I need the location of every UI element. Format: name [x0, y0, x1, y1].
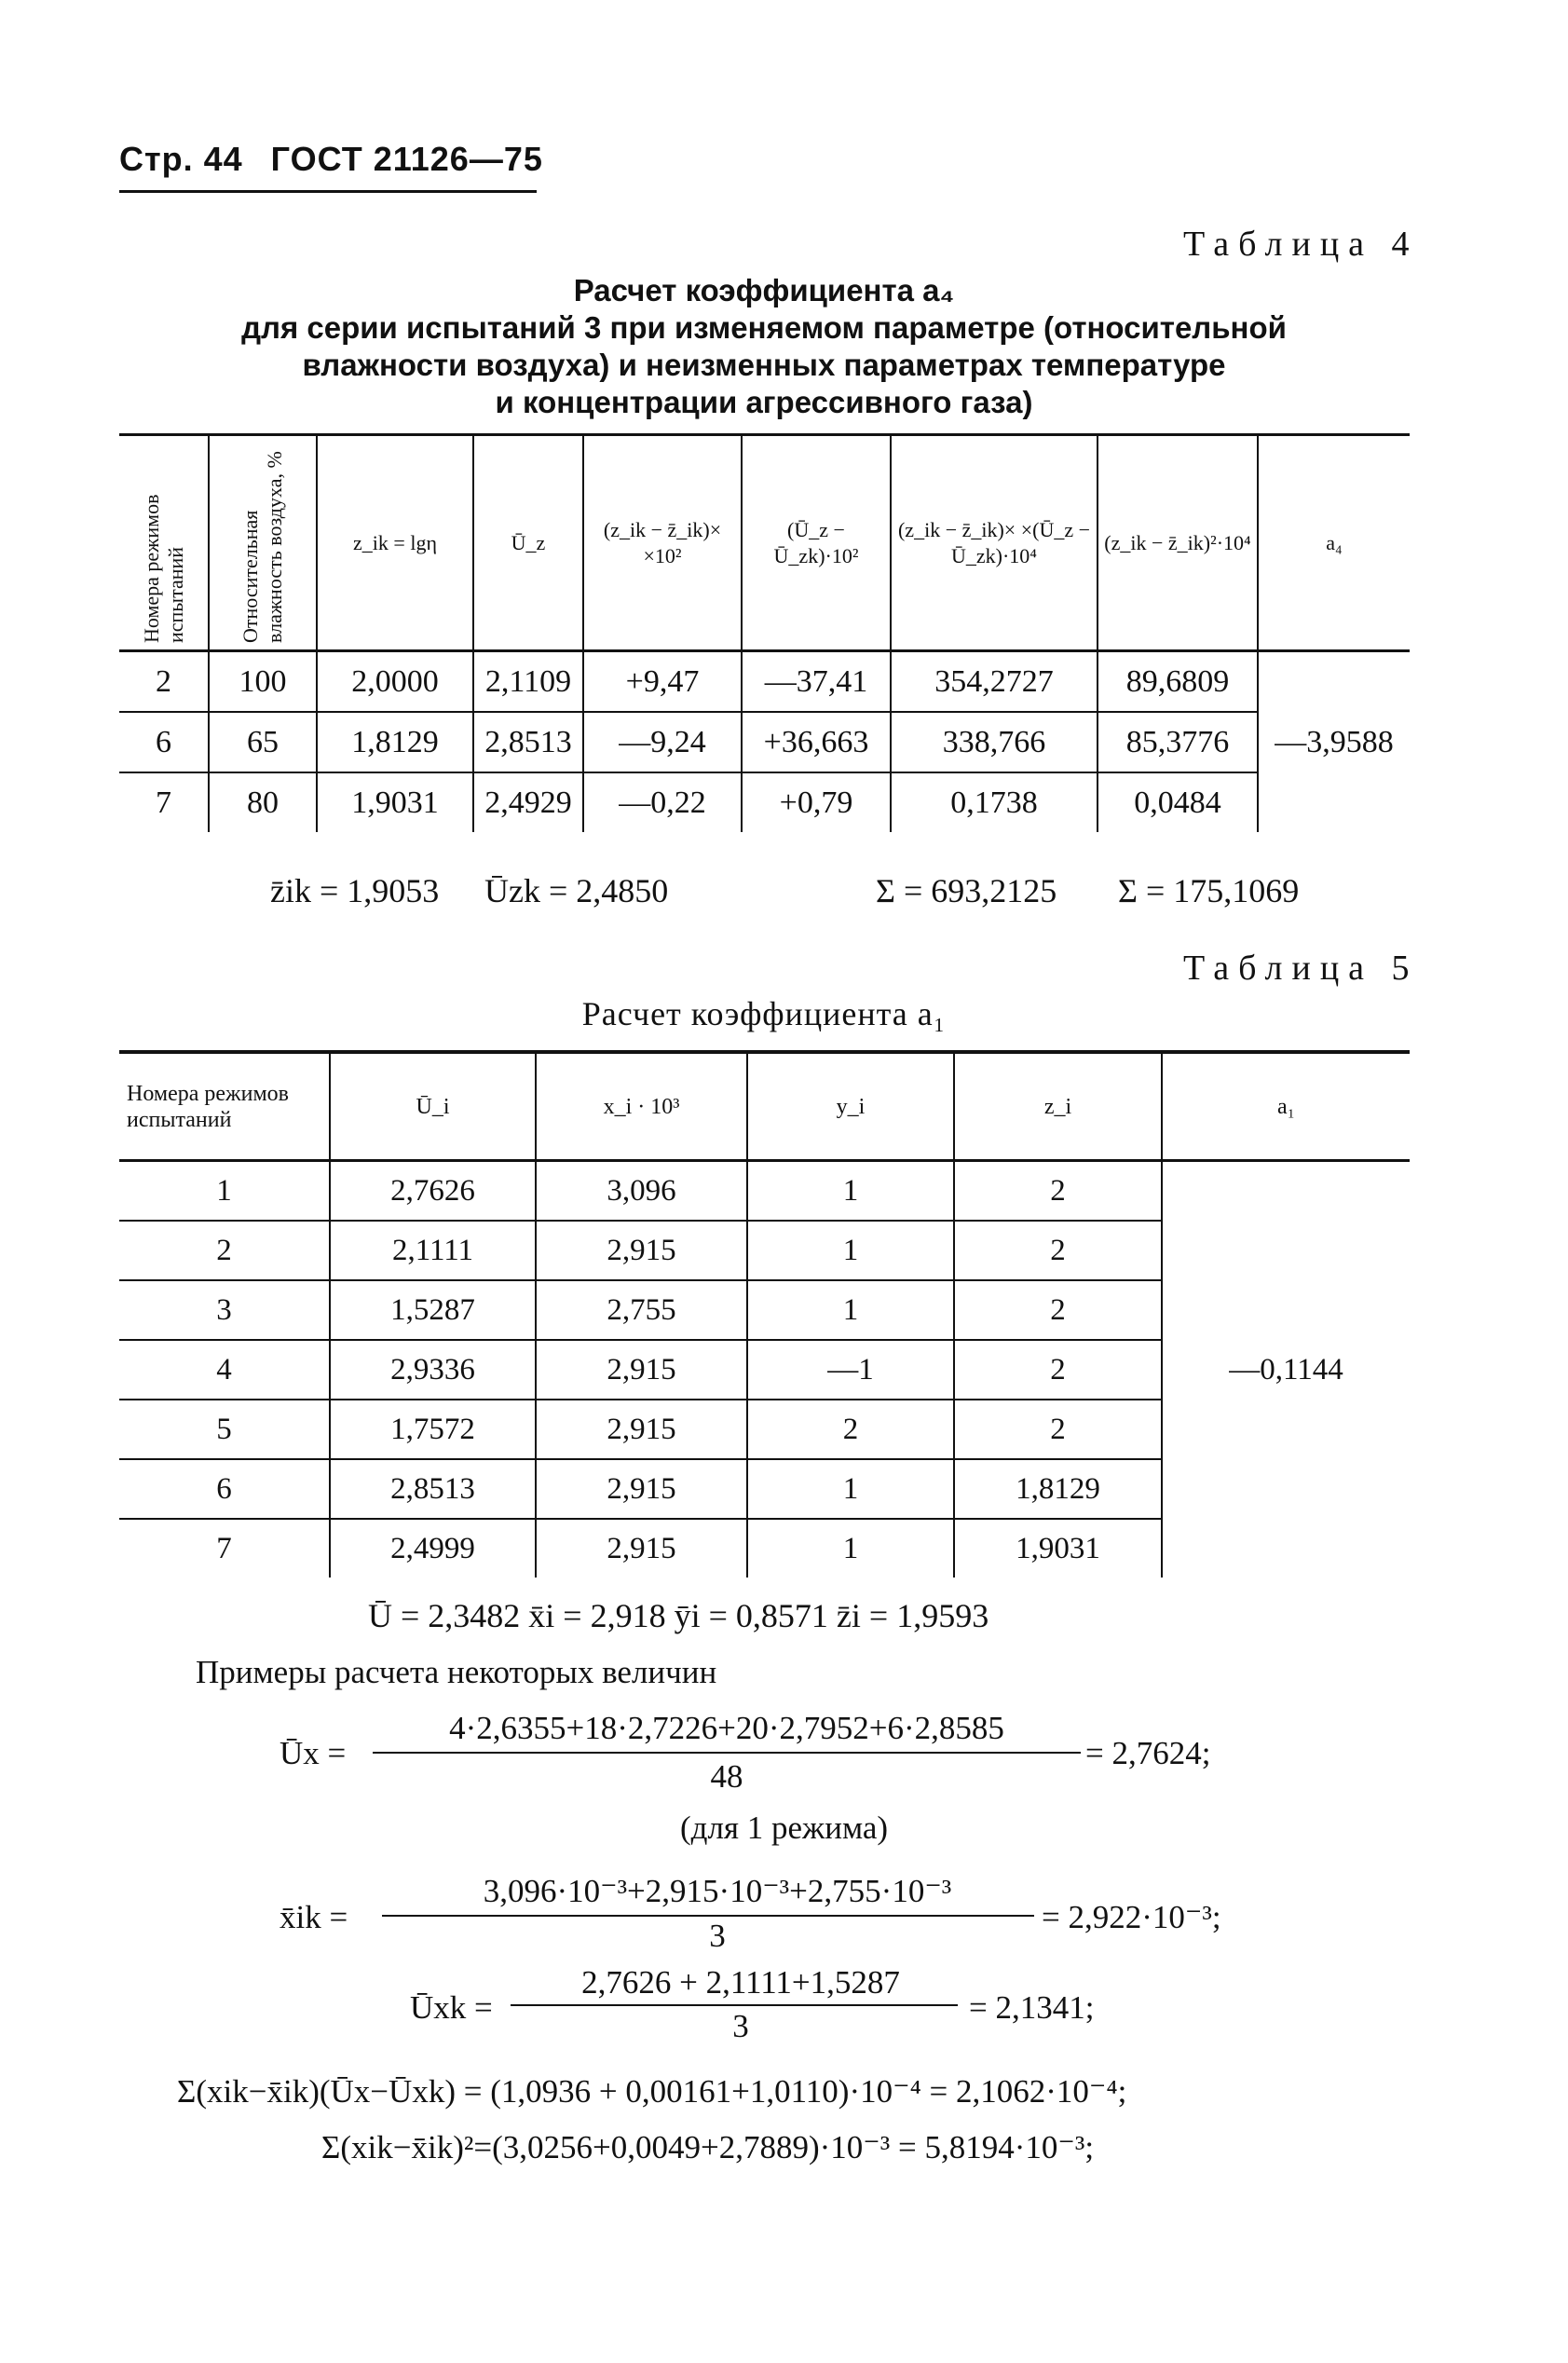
- table-cell: 2,8513: [330, 1459, 536, 1519]
- table5-header-zi: z_i: [954, 1052, 1162, 1161]
- table-cell: 6: [119, 712, 209, 772]
- sum-product-formula: Σ(xik−x̄ik)(Ūx−Ūxk) = (1,0936 + 0,00161+1,0110)·10⁻⁴ = 2,1062·10⁻⁴;: [177, 2073, 1127, 2110]
- table-cell: 2: [747, 1400, 954, 1459]
- table-cell: 1: [747, 1221, 954, 1280]
- table-cell: 89,6809: [1098, 651, 1258, 713]
- table4-header-zdiff: (z_ik − z̄_ik)× ×10²: [583, 435, 742, 651]
- examples-intro: Примеры расчета некоторых величин: [196, 1654, 717, 1690]
- table-cell: 0,0484: [1098, 772, 1258, 832]
- table4-a4-value: —3,9588: [1258, 651, 1410, 833]
- ux-lhs: Ūx =: [280, 1735, 347, 1771]
- uxk-fraction-bar: [511, 2004, 958, 2006]
- table-cell: 1,8129: [954, 1459, 1162, 1519]
- table-row: [119, 772, 1410, 832]
- table-cell: 7: [156, 785, 171, 820]
- table-cell: 85,3776: [1098, 712, 1258, 772]
- table-cell: 6: [119, 1459, 330, 1519]
- page-number: Стр. 44: [119, 140, 243, 178]
- table4-z-mean: z̄ik = 1,9053: [270, 872, 440, 909]
- table-cell: 1: [119, 1161, 330, 1222]
- table-cell: 338,766: [891, 712, 1098, 772]
- table-cell: 2,0000: [317, 651, 473, 713]
- table4-title-line-4: и концентрации агрессивного газа): [495, 385, 1033, 419]
- table4-title-line-3: влажности воздуха) и неизменных параметрах температуре: [302, 348, 1226, 382]
- sum-square-formula: Σ(xik−x̄ik)²=(3,0256+0,0049+2,7889)·10⁻³ = 5,8194·10⁻³;: [321, 2129, 1095, 2165]
- xik-denominator: 3: [709, 1918, 726, 1954]
- table-cell: —0,22: [583, 772, 742, 832]
- table-cell: 7: [216, 1531, 232, 1565]
- table5-means: Ū = 2,3482 x̄i = 2,918 ȳi = 0,8571 z̄i = 1,9593: [368, 1597, 989, 1634]
- table-cell: 100: [209, 651, 317, 713]
- table-cell: 2,915: [536, 1400, 747, 1459]
- table4-header-product: (z_ik − z̄_ik)× ×(Ū_z − Ū_zk)·10⁴: [891, 435, 1098, 651]
- table4-header-zik: z_ik = lgη: [317, 435, 473, 651]
- table-cell: 0,1738: [891, 772, 1098, 832]
- table-cell: 2,4999: [330, 1519, 536, 1578]
- table-cell: —1: [747, 1340, 954, 1400]
- table-cell: 2,1111: [330, 1221, 536, 1280]
- uxk-numerator: 2,7626 + 2,1111+1,5287: [581, 1964, 900, 2001]
- table-cell: 2,4929: [473, 772, 583, 832]
- uxk-denominator: 3: [732, 2008, 749, 2044]
- xik-result: = 2,922·10⁻³;: [1042, 1899, 1221, 1935]
- ux-denominator: 48: [710, 1758, 743, 1795]
- table5-title: Расчет коэффициента a₁: [581, 995, 947, 1032]
- table4-sum-product: Σ = 693,2125: [876, 872, 1057, 909]
- table4: [119, 433, 1410, 832]
- table-cell: 1: [747, 1161, 954, 1222]
- uxk-result: = 2,1341;: [969, 1989, 1095, 2026]
- table5-header-xi: x_i · 10³: [536, 1052, 747, 1161]
- xik-lhs: x̄ik =: [280, 1899, 348, 1935]
- standard-code: ГОСТ 21126—75: [270, 140, 543, 178]
- table5-a1-value: —0,1144: [1162, 1161, 1410, 1578]
- table-cell: 1: [747, 1519, 954, 1578]
- table4-header-a4: a₄: [1258, 435, 1410, 651]
- table4-title: [205, 272, 1323, 421]
- table-cell: 2: [119, 651, 209, 713]
- table-cell: 2,7626: [330, 1161, 536, 1222]
- table5-header-yi: y_i: [747, 1052, 954, 1161]
- table-cell: 80: [209, 772, 317, 832]
- ux-result: = 2,7624;: [1085, 1735, 1211, 1771]
- table-cell: 2,9336: [330, 1340, 536, 1400]
- table-cell: 2: [954, 1340, 1162, 1400]
- table4-header-uz: Ū_z: [473, 435, 583, 651]
- header-rule: [119, 190, 537, 193]
- page-header: [119, 140, 543, 179]
- ux-numerator: 4·2,6355+18·2,7226+20·2,7952+6·2,8585: [449, 1710, 1004, 1746]
- table-row: [119, 712, 1410, 772]
- table-cell: 65: [209, 712, 317, 772]
- mode-note: (для 1 режима): [680, 1810, 889, 1846]
- table-cell: 2,915: [536, 1519, 747, 1578]
- table4-header-mode: Номера режимов испытаний: [119, 435, 209, 651]
- table-cell: —9,24: [583, 712, 742, 772]
- table-cell: 3,096: [536, 1161, 747, 1222]
- table-cell: —37,41: [742, 651, 891, 713]
- table5-header-mode: Номера режимов испытаний: [119, 1052, 330, 1161]
- ux-fraction-bar: [373, 1752, 1081, 1754]
- table5-label: Таблица 5: [1183, 949, 1419, 988]
- table-cell: +0,79: [742, 772, 891, 832]
- table-cell: 354,2727: [891, 651, 1098, 713]
- table-cell: 2: [119, 1221, 330, 1280]
- table-cell: 2: [954, 1221, 1162, 1280]
- table4-header-row: [119, 435, 1410, 651]
- table-cell: 2: [954, 1280, 1162, 1340]
- table5: [119, 1050, 1410, 1578]
- table4-u-mean: Ūzk = 2,4850: [484, 872, 669, 909]
- xik-fraction-bar: [382, 1915, 1034, 1917]
- table-cell: 4: [119, 1340, 330, 1400]
- uxk-lhs: Ūxk =: [410, 1989, 493, 2026]
- table-cell: 1,9031: [317, 772, 473, 832]
- table-cell: 2,915: [536, 1221, 747, 1280]
- table-cell: +36,663: [742, 712, 891, 772]
- table-cell: 1,5287: [330, 1280, 536, 1340]
- table-cell: 1,9031: [954, 1519, 1162, 1578]
- table4-header-udiff: (Ū_z − Ū_zk)·10²: [742, 435, 891, 651]
- table5-header-ui: Ū_i: [330, 1052, 536, 1161]
- table4-header-square: (z_ik − z̄_ik)²·10⁴: [1098, 435, 1258, 651]
- table-cell: 5: [119, 1400, 330, 1459]
- table4-sum-square: Σ = 175,1069: [1118, 872, 1300, 909]
- table-cell: 2: [954, 1400, 1162, 1459]
- table-row: [119, 1161, 1410, 1222]
- table4-label: Таблица 4: [1183, 225, 1419, 264]
- table-cell: 1: [747, 1459, 954, 1519]
- table-cell: 2,755: [536, 1280, 747, 1340]
- table-cell: 2,8513: [473, 712, 583, 772]
- table-cell: 2: [954, 1161, 1162, 1222]
- table-cell: 2,915: [536, 1459, 747, 1519]
- table4-title-line-2: для серии испытаний 3 при изменяемом параметре (относительной: [241, 310, 1287, 345]
- table-row: [119, 651, 1410, 713]
- table4-title-line-1: Расчет коэффициента a₄: [573, 273, 955, 307]
- table-cell: 3: [119, 1280, 330, 1340]
- table5-header-row: [119, 1052, 1410, 1161]
- table-cell: +9,47: [583, 651, 742, 713]
- table4-header-humidity: Относительная влажность воздуха, %: [209, 435, 317, 651]
- table-cell: 1,7572: [330, 1400, 536, 1459]
- xik-numerator: 3,096·10⁻³+2,915·10⁻³+2,755·10⁻³: [483, 1873, 952, 1909]
- table-cell: 1,8129: [317, 712, 473, 772]
- table-cell: 2,915: [536, 1340, 747, 1400]
- table-cell: 1: [747, 1280, 954, 1340]
- table5-header-a1: a₁: [1162, 1052, 1410, 1161]
- table-cell: 2,1109: [473, 651, 583, 713]
